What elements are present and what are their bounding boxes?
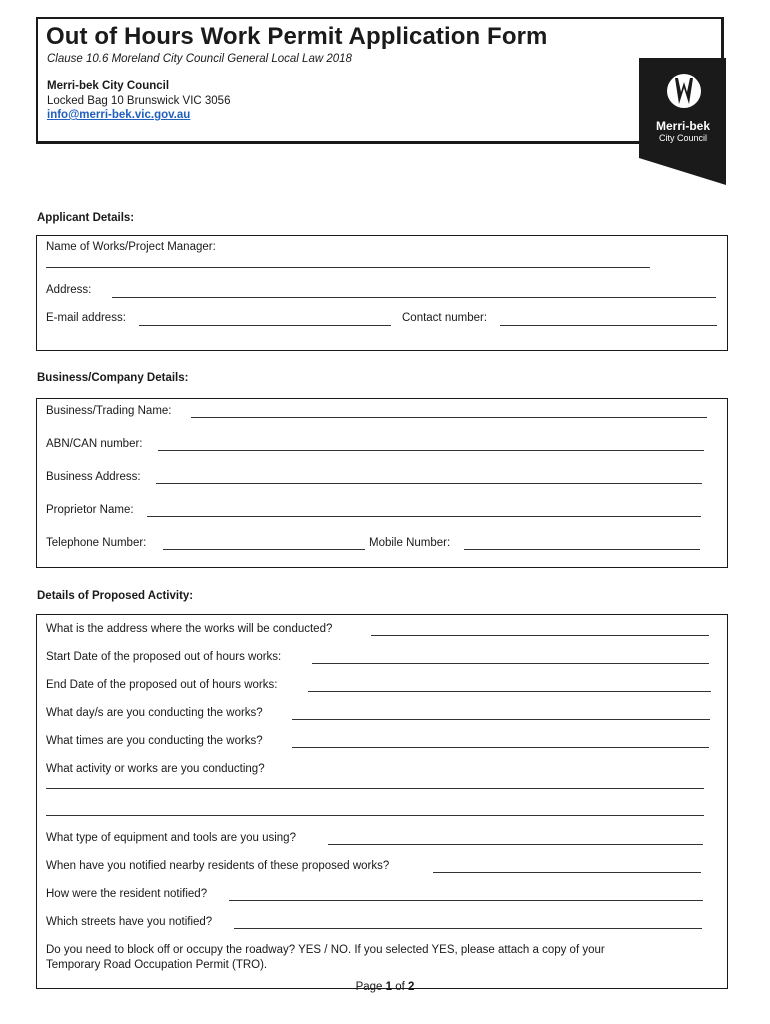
manager-name-label: Name of Works/Project Manager: bbox=[46, 241, 216, 253]
business-address-label: Business Address: bbox=[46, 471, 141, 483]
header-box bbox=[36, 17, 724, 144]
activity-field-line-2[interactable] bbox=[46, 815, 704, 816]
council-email-link[interactable]: info@merri-bek.vic.gov.au bbox=[47, 109, 191, 121]
mobile-field[interactable] bbox=[464, 549, 700, 550]
roadway-question-line-1: Do you need to block off or occupy the roadway? YES / NO. If you selected YES, please attach a copy of your bbox=[46, 944, 605, 956]
activity-heading: Details of Proposed Activity: bbox=[37, 590, 194, 602]
address-label: Address: bbox=[46, 284, 92, 296]
end-date-question: End Date of the proposed out of hours works: bbox=[46, 679, 278, 691]
activity-field-line-1[interactable] bbox=[46, 788, 704, 789]
page-current-number: 1 bbox=[385, 981, 393, 993]
email-field[interactable] bbox=[139, 325, 391, 326]
page-footer bbox=[0, 981, 770, 993]
abn-label: ABN/CAN number: bbox=[46, 438, 143, 450]
logo-circle bbox=[667, 74, 701, 108]
mobile-label: Mobile Number: bbox=[369, 537, 451, 549]
start-date-question: Start Date of the proposed out of hours works: bbox=[46, 651, 282, 663]
page-of-word: of bbox=[395, 981, 405, 993]
abn-field[interactable] bbox=[158, 450, 704, 451]
notified-how-question: How were the resident notified? bbox=[46, 888, 208, 900]
start-date-field[interactable] bbox=[312, 663, 709, 664]
trading-name-label: Business/Trading Name: bbox=[46, 405, 172, 417]
equipment-field[interactable] bbox=[328, 844, 703, 845]
council-address: Locked Bag 10 Brunswick VIC 3056 bbox=[47, 95, 231, 107]
end-date-field[interactable] bbox=[308, 691, 711, 692]
page-total-number: 2 bbox=[408, 981, 415, 993]
contact-number-field[interactable] bbox=[500, 325, 717, 326]
roadway-question-line-2: Temporary Road Occupation Permit (TRO). bbox=[46, 959, 268, 971]
works-address-question: What is the address where the works will be conducted? bbox=[46, 623, 333, 635]
trading-name-field[interactable] bbox=[191, 417, 707, 418]
activity-question: What activity or works are you conducting? bbox=[46, 763, 265, 775]
proprietor-label: Proprietor Name: bbox=[46, 504, 134, 516]
form-subtitle: Clause 10.6 Moreland City Council General Local Law 2018 bbox=[47, 53, 352, 65]
business-panel bbox=[36, 398, 728, 568]
business-address-field[interactable] bbox=[156, 483, 702, 484]
logo-name-text: Merri-bek bbox=[655, 119, 711, 133]
days-question: What day/s are you conducting the works? bbox=[46, 707, 263, 719]
notified-when-question: When have you notified nearby residents of these proposed works? bbox=[46, 860, 390, 872]
form-title: Out of Hours Work Permit Application Form bbox=[46, 23, 548, 50]
activity-panel bbox=[36, 614, 728, 989]
telephone-field[interactable] bbox=[163, 549, 365, 550]
email-label: E-mail address: bbox=[46, 312, 126, 324]
times-field[interactable] bbox=[292, 747, 709, 748]
notified-when-field[interactable] bbox=[433, 872, 701, 873]
council-logo bbox=[639, 58, 726, 185]
contact-number-label: Contact number: bbox=[402, 312, 488, 324]
address-field[interactable] bbox=[112, 297, 716, 298]
telephone-label: Telephone Number: bbox=[46, 537, 147, 549]
days-field[interactable] bbox=[292, 719, 710, 720]
business-heading: Business/Company Details: bbox=[37, 372, 189, 384]
times-question: What times are you conducting the works? bbox=[46, 735, 263, 747]
works-address-field[interactable] bbox=[371, 635, 709, 636]
notified-how-field[interactable] bbox=[229, 900, 703, 901]
applicant-heading: Applicant Details: bbox=[37, 212, 135, 224]
manager-name-field[interactable] bbox=[46, 267, 650, 268]
logo-subname-text: City Council bbox=[658, 133, 708, 143]
streets-field[interactable] bbox=[234, 928, 702, 929]
page-word: Page bbox=[355, 981, 383, 993]
streets-question: Which streets have you notified? bbox=[46, 916, 213, 928]
council-name: Merri-bek City Council bbox=[47, 80, 170, 92]
equipment-question: What type of equipment and tools are you using? bbox=[46, 832, 296, 844]
proprietor-field[interactable] bbox=[147, 516, 701, 517]
applicant-panel bbox=[36, 235, 728, 351]
